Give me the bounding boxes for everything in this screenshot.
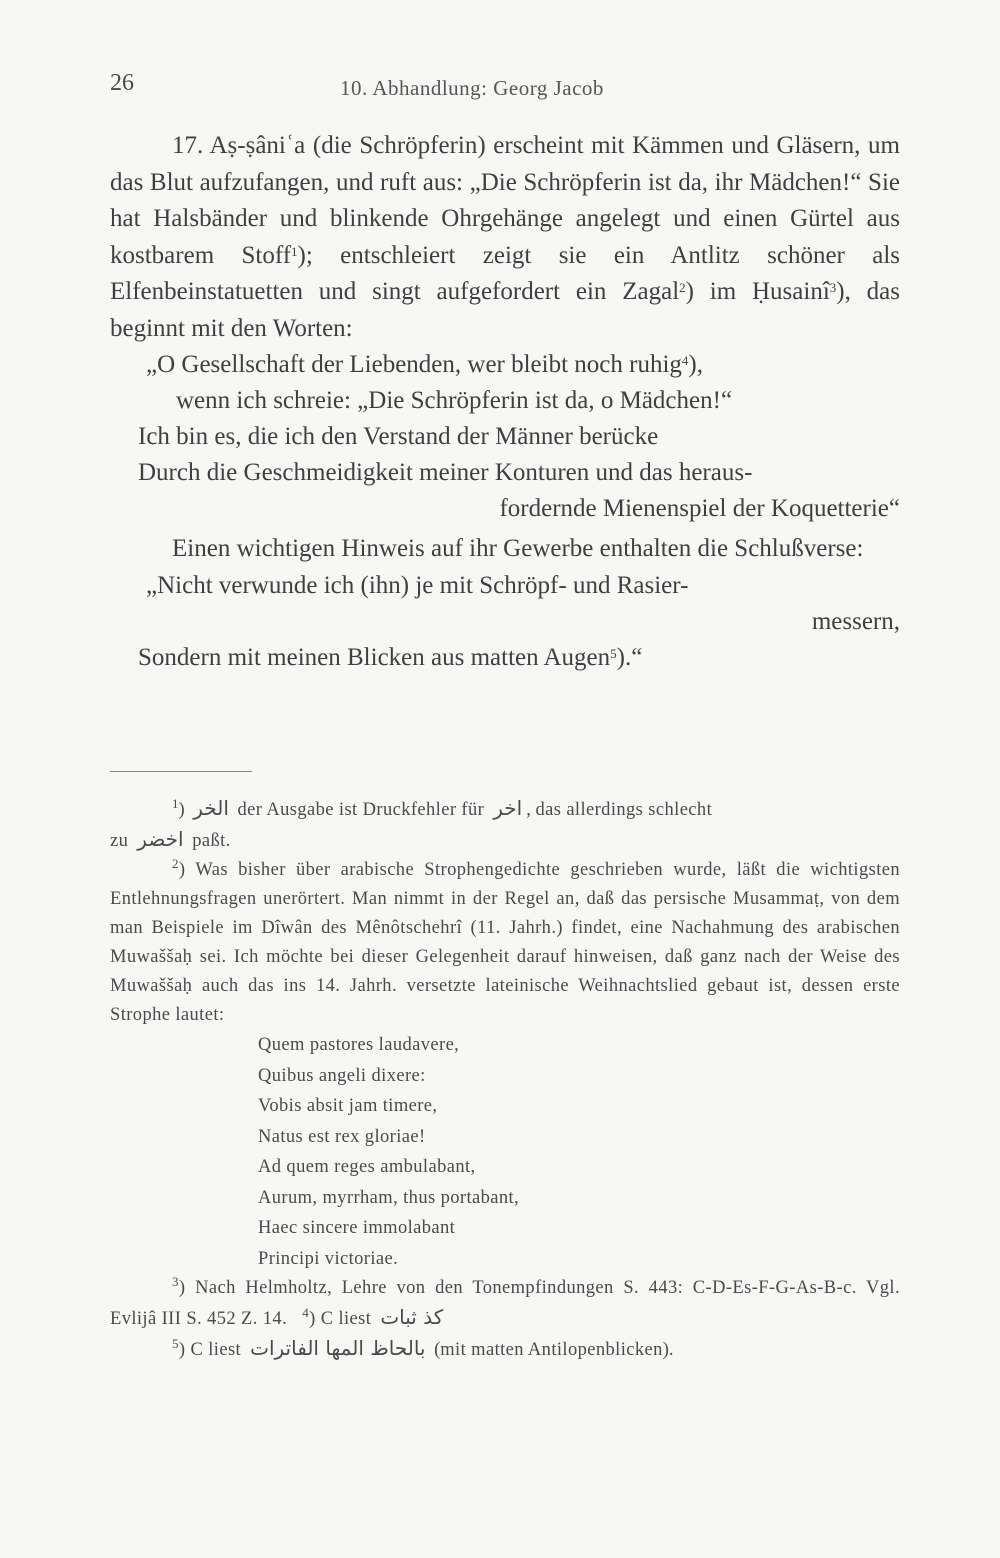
footnote-mark: 2 (172, 856, 179, 871)
verse-line: fordernde Mienenspiel der Koquetterie“ (499, 495, 900, 522)
verse-line: Ich bin es, die ich den Verstand der Männer berücke (138, 423, 659, 450)
text-run: „O Gesellschaft der Liebenden, wer bleibt noch ruhig (146, 351, 682, 378)
verse-line (110, 640, 900, 676)
text-run: , das allerdings schlecht (526, 800, 713, 820)
latin-line: Natus est rex gloriae! (258, 1126, 426, 1147)
footnote-ref-1: 1 (291, 243, 298, 259)
text-run: (mit matten Antilopenblicken). (434, 1340, 674, 1360)
main-text (110, 128, 900, 676)
arabic-phrase: بالحاظ المها الفاترات (250, 1336, 426, 1360)
latin-line: Vobis absit jam timere, (258, 1096, 438, 1116)
verse-line: „Nicht verwunde ich (ihn) je mit Schröpf- und Rasier- (146, 571, 689, 599)
text-run: zu (110, 831, 129, 851)
latin-line: Ad quem reges ambulabant, (258, 1157, 476, 1177)
text-run: ); entschleiert zeigt sie ein Antlitz schöner als Elfenbeinstatuetten und singt aufgefordert ein Zagal (110, 241, 900, 305)
footnote-mark: 1 (172, 796, 179, 811)
footnote-ref-4: 4 (681, 353, 689, 368)
footnote-divider (110, 771, 252, 772)
arabic-word: اخضر (137, 827, 184, 851)
paragraph-hinweis: Einen wichtigen Hinweis auf ihr Gewerbe enthalten die Schlußverse: (172, 535, 864, 562)
text-run: C liest (320, 1309, 372, 1329)
verse-line: messern, (811, 607, 900, 635)
text-run: Nach Helmholtz, Lehre von den Tonempfindungen S. 443: C-D-Es-F-G-As-B-c. Vgl. Evlijâ III S. 452 Z. 14. (110, 1278, 900, 1329)
text-run: ).“ (616, 643, 643, 671)
text-run: 17. Aṣ-ṣâniʿa (die Schröpferin) erscheint mit Kämmen und Gläsern, um das Blut aufzufangen, und ruft aus: „Die Schröpferin ist da, ihr Mädchen!“ Sie hat Halsbänder und blinkende Ohrgehänge angelegt und einen Gürtel aus kostbarem Stoff (110, 132, 900, 269)
arabic-word: الخر (193, 796, 229, 820)
footnote-3-4: $^3$) Nach Helmholtz, Lehre von den Tonempfindungen S. 443: C-D-Es-F-G-As-B-c. Vgl. Evlijâ III S. 452 Z. 14. $^4$) C liest كذ ثبات (110, 1274, 900, 1329)
footnote-ref-3: 3 (829, 280, 837, 295)
page-number: 26 (110, 70, 134, 96)
running-title: 10. Abhandlung: Georg Jacob (340, 76, 604, 100)
footnote-mark: 5 (172, 1336, 179, 1351)
text-run: Was bisher über arabische Strophengedichte geschrieben wurde, läßt die wichtigsten Entlehnungsfragen unerörtert. Man nimmt in der Regel an, daß das persische Musammaṭ, von dem man Beispiele im Dîwân des Mênôtschehrî (11. Jahrh.) findet, eine Nachahmung des arabischen Muwaššaḥ sei. Ich möchte bei dieser Gelegenheit darauf hinweisen, daß ganz nach der Weise des Muwaššaḥ auch das ins 14. Jahrh. versetzte lateinische Weihnachtslied gebaut ist, dessen erste Strophe lautet: (110, 860, 900, 1025)
footnote-1-cont (110, 825, 900, 856)
text-run: C liest (190, 1340, 242, 1360)
latin-line: Quem pastores laudavere, (258, 1035, 460, 1055)
text-run: ), das beginnt mit den Worten: (110, 278, 900, 342)
text-run: paßt. (192, 831, 231, 851)
latin-line: Aurum, myrrham, thus portabant, (258, 1187, 520, 1208)
text-run: ) im Ḥusainî (685, 278, 830, 305)
latin-line: Quibus angeli dixere: (258, 1065, 426, 1086)
latin-line: Haec sincere immolabant (258, 1218, 456, 1238)
footnote-mark: 4 (302, 1305, 310, 1320)
footnote-ref-2: 2 (679, 280, 686, 295)
arabic-word: اخر (493, 796, 523, 820)
arabic-word: كذ ثبات (380, 1305, 444, 1329)
paragraph-17 (110, 128, 900, 347)
footnote-mark: 3 (172, 1274, 179, 1289)
text-run: Sondern mit meinen Blicken aus matten Augen (138, 643, 611, 671)
footnote-2: $^2$) Was bisher über arabische Strophengedichte geschrieben wurde, läßt die wichtigsten Entlehnungsfragen unerörtert. Man nimmt in der Regel an, daß das persische Musammaṭ, von dem man Beispiele im Dîwân des Mênôtschehrî (11. Jahrh.) findet, eine Nachahmung des arabischen Muwaššaḥ sei. Ich möchte bei dieser Gelegenheit darauf hinweisen, daß ganz nach der Weise des Muwaššaḥ auch das ins 14. Jahrh. versetzte lateinische Weihnachtslied gebaut ist, dessen erste Strophe lautet: (110, 856, 900, 1025)
latin-line: Principi victoriae. (258, 1248, 399, 1269)
footnote-1: $^1$) الخر der Ausgabe ist Druckfehler für اخر , das allerdings schlecht (172, 796, 713, 820)
footnote-5: $^5$) C liest بالحاظ المها الفاترات (mit matten Antilopenblicken). (172, 1336, 674, 1360)
verse-line (110, 347, 900, 383)
latin-stanza (110, 1030, 900, 1274)
text-run: ), (688, 351, 703, 378)
page-header (110, 70, 900, 104)
verse-line: Durch die Geschmeidigkeit meiner Konturen und das heraus- (138, 459, 753, 486)
footnote-ref-5: 5 (610, 645, 617, 661)
text-run: der Ausgabe ist Druckfehler für (237, 800, 485, 820)
verse-line: wenn ich schreie: „Die Schröpferin ist da, o Mädchen!“ (176, 387, 733, 414)
footnotes (110, 794, 900, 1365)
